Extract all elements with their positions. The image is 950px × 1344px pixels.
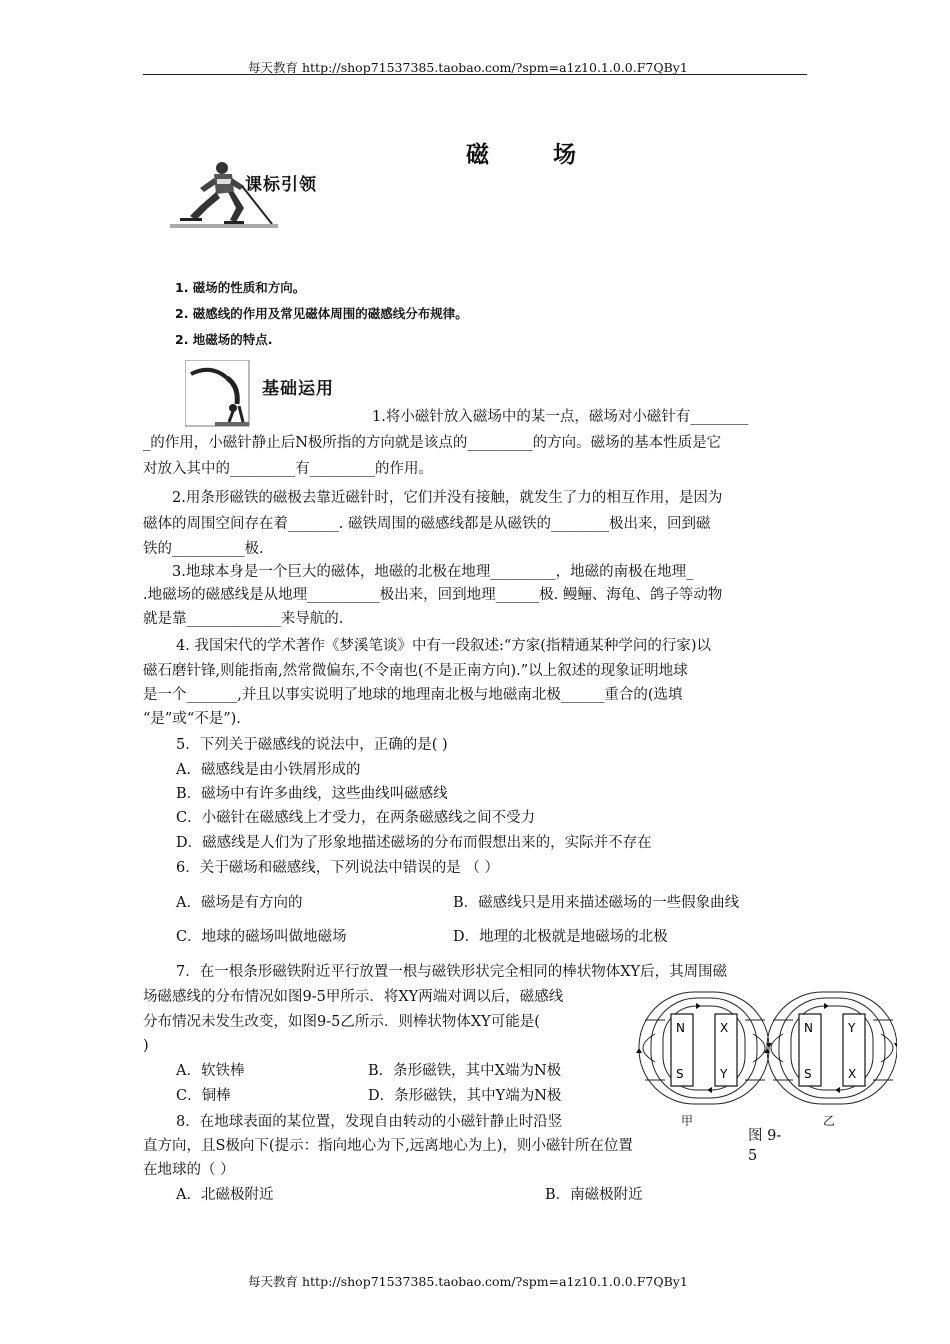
q8-line-3: 在地球的（ ） [143, 1162, 235, 1178]
q5-option-a: A．磁感线是由小铁屑形成的 [176, 762, 361, 778]
figure-jia-field-lines [639, 992, 769, 1104]
q4-line-2: 磁石磨针锋,则能指南,然常微偏东,不令南也(不是正南方向).”以上叙述的现象证明地球 [143, 663, 688, 679]
q7-line-4: ) [143, 1038, 149, 1054]
q6-option-c: C．地球的磁场叫做地磁场 [176, 929, 347, 945]
figure-jia-pole-top-right: X [720, 1021, 729, 1035]
section-standards-heading: 课标引领 [245, 175, 317, 195]
figure-label-yi: 乙 [823, 1114, 836, 1128]
q7-option-c: C．铜棒 [176, 1088, 231, 1104]
header-rule [143, 74, 807, 75]
q1-line-2: _的作用，小磁针静止后N极所指的方向就是该点的_________的方向。磁场的基本性质是它 [143, 435, 722, 451]
q3-line-2: .地磁场的磁感线是从地理__________极出来，回到地理______极. 鳗鲡、海龟、鸽子等动物 [143, 587, 723, 603]
figure-yi-pole-bottom-left: S [804, 1067, 812, 1081]
q1-line-3: 对放入其中的_________有_________的作用。 [143, 461, 433, 477]
q6-option-d: D．地理的北极就是地磁场的北极 [453, 929, 668, 945]
q7-option-d: D．条形磁铁，其中Y端为N极 [368, 1088, 562, 1104]
figure-label-jia: 甲 [681, 1114, 694, 1128]
figure-yi-pole-bottom-right: X [848, 1067, 857, 1081]
header-text: 每天教育 http://shop71537385.taobao.com/?spm=a1z10.1.0.0.F7QBy1 [248, 60, 688, 75]
objective-3: 2. 地磁场的特点. [175, 332, 273, 347]
q5-option-d: D．磁感线是人们为了形象地描述磁场的分布而假想出来的，实际并不存在 [176, 835, 652, 851]
q5-stem: 5．下列关于磁感线的说法中，正确的是( ) [176, 737, 448, 753]
q7-line-3: 分布情况未发生改变，如图9-5乙所示．则棒状物体XY可能是( [143, 1014, 540, 1030]
figure-jia-pole-bottom-right: Y [720, 1067, 728, 1081]
q7-line-2: 场磁感线的分布情况如图9-5甲所示．将XY两端对调以后，磁感线 [143, 989, 564, 1005]
q2-line-3: 铁的__________极. [143, 541, 264, 557]
q2-line-2: 磁体的周围空间存在着_______. 磁铁周围的磁感线都是从磁铁的________极出来，回到磁 [143, 516, 711, 532]
q8-line-2: 直方向，且S极向下(提示：指向地心为下,远离地心为上)，则小磁针所在位置 [143, 1138, 633, 1154]
figure-jia-pole-top-left: N [676, 1021, 685, 1035]
page-title: 磁 场 [466, 141, 605, 168]
footer-text: 每天教育 http://shop71537385.taobao.com/?spm=a1z10.1.0.0.F7QBy1 [248, 1274, 688, 1289]
figure-9-5-diagram [625, 990, 897, 1130]
q2-line-1: 2.用条形磁铁的磁极去靠近磁针时，它们并没有接触，就发生了力的相互作用，是因为 [172, 490, 723, 506]
q6-option-b: B．磁感线只是用来描述磁场的一些假象曲线 [453, 895, 740, 911]
figure-yi-pole-top-right: Y [848, 1021, 856, 1035]
q4-line-1: 4. 我国宋代的学术著作《梦溪笔谈》中有一段叙述:“方家(指精通某种学问的行家)以 [176, 638, 712, 654]
q7-option-a: A．软铁棒 [176, 1063, 245, 1079]
figure-jia-pole-bottom-left: S [676, 1067, 684, 1081]
q8-option-b: B．南磁极附近 [545, 1187, 643, 1203]
q7-option-b: B．条形磁铁，其中X端为N极 [368, 1063, 562, 1079]
q8-option-a: A．北磁极附近 [176, 1187, 274, 1203]
q7-line-1: 7．在一根条形磁铁附近平行放置一根与磁铁形状完全相同的棒状物体XY后，其周围磁 [176, 964, 728, 980]
q8-line-1: 8．在地球表面的某位置，发现自由转动的小磁针静止时沿竖 [176, 1114, 563, 1130]
figure-yi-pole-top-left: N [804, 1021, 813, 1035]
q3-line-1: 3.地球本身是一个巨大的磁体，地磁的北极在地理_________，地磁的南极在地理_ [172, 564, 694, 580]
q5-option-c: C．小磁针在磁感线上才受力，在两条磁感线之间不受力 [176, 810, 536, 826]
q5-option-b: B．磁场中有许多曲线，这些曲线叫磁感线 [176, 786, 448, 802]
section-basics-heading: 基础运用 [262, 379, 334, 399]
q3-line-3: 就是靠_____________来导航的. [143, 611, 344, 627]
q4-line-4: “是”或“不是”). [143, 711, 241, 727]
q1-line-1: 1.将小磁针放入磁场中的某一点，磁场对小磁针有________ [372, 409, 749, 425]
q4-line-3: 是一个_______,并且以事实说明了地球的地理南北极与地磁南北极______重合的(选填 [143, 687, 683, 703]
figure-caption-line-2: 5 [748, 1148, 758, 1164]
q6-stem: 6．关于磁场和磁感线，下列说法中错误的是 （ ） [176, 860, 499, 876]
q6-option-a: A．磁场是有方向的 [176, 895, 303, 911]
figure-yi-field-lines [767, 992, 897, 1104]
figure-caption-line-1: 图 9- [748, 1128, 782, 1144]
objective-1: 1. 磁场的性质和方向。 [175, 280, 306, 295]
objective-2: 2. 磁感线的作用及常见磁体周围的磁感线分布规律。 [175, 306, 468, 321]
